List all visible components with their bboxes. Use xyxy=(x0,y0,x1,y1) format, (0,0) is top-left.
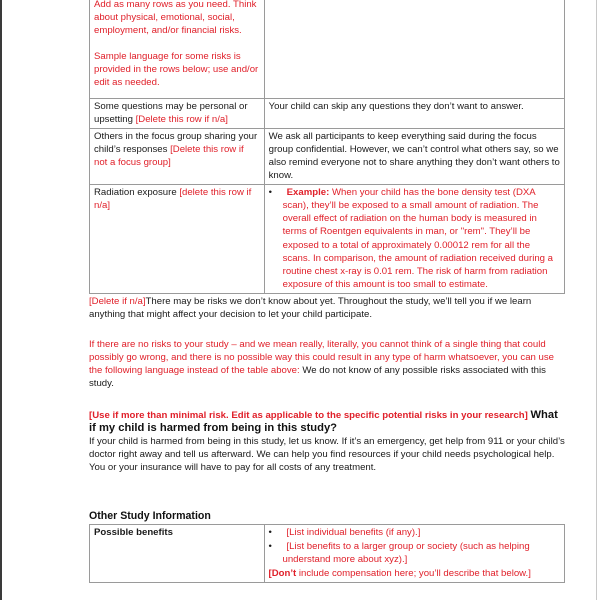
unknown-risks-text: There may be risks we don’t know about yet. Throughout the study, we’ll tell you if we learn anything that might affect your decision to let your child participate. xyxy=(89,296,532,321)
harm-note: [Use if more than minimal risk. Edit as applicable to the specific potential risks in your research] xyxy=(89,410,528,421)
list-item xyxy=(269,186,560,291)
footer-bold: [Don’t xyxy=(268,568,297,580)
other-info-table xyxy=(89,524,565,583)
risk-description xyxy=(264,185,564,294)
benefit-text: [List individual benefits (if any).] xyxy=(286,527,421,538)
risks-instruction-right-cell xyxy=(264,0,564,98)
no-risks-text: We do not know of any possible risks associated with this study. xyxy=(89,365,546,390)
table-row xyxy=(90,128,565,184)
harm-body: If your child is harmed from being in this study, let us know. If it’s an emergency, get help from 911 or your child’s doctor right away and tell us afterward. We can help you find resources if your child needs psychological help. You or your insurance will have to pay for all costs of any treatment. xyxy=(89,436,565,474)
instruction-text: Add as many rows as you need. Think about physical, emotional, social, employment, and/or financial risks. xyxy=(94,0,257,37)
instruction-text: Sample language for some risks is provided in the rows below; use and/or edit as needed. xyxy=(94,51,259,89)
risk-description: Your child can skip any questions they don’t want to answer. xyxy=(264,98,564,128)
footer-text: include compensation here; you’ll describe that below.] xyxy=(296,568,531,580)
benefits-cell xyxy=(264,525,564,583)
delete-note: [Delete this row if n/a] xyxy=(135,113,228,125)
page-left-edge xyxy=(0,0,2,600)
risk-label: Others in the focus group sharing your child’s responses xyxy=(94,130,258,155)
no-risks-instruction: If there are no risks to your study – and we mean really, literally, you cannot think of a single thing that could possibly go wrong, and there is no possible way this could result in any type of harm whatsoever, you can use the following language instead of the table above: xyxy=(89,339,555,377)
harm-section xyxy=(89,409,565,474)
table-row xyxy=(90,0,565,98)
table-row xyxy=(90,98,565,128)
risk-label: Some questions may be personal or upsetting xyxy=(94,100,248,125)
harm-heading: What if my child is harmed from being in this study? xyxy=(89,409,558,435)
benefits-label: Possible benefits xyxy=(90,525,265,583)
risk-cell xyxy=(90,98,265,128)
benefits-list xyxy=(269,526,560,566)
unknown-risks-paragraph xyxy=(89,295,565,321)
other-info-heading: Other Study Information xyxy=(89,510,211,522)
table-row xyxy=(90,525,565,583)
risks-table xyxy=(89,0,565,294)
risks-instruction-cell xyxy=(90,0,265,98)
benefits-footer xyxy=(269,567,560,580)
risk-label: Radiation exposure xyxy=(94,187,177,199)
benefit-text: [List benefits to a larger group or society (such as helping understand more about xyz).] xyxy=(282,541,530,566)
example-text: When your child has the bone density test (DXA scan), they’ll be exposed to a small amount of radiation. The overall effect of radiation on the human body is measured in terms of Roentgen equivalents in man, or "rem". They’ll be exposed to a total of approximately 0.00012 rem for all the scans. In comparison, the amount of radiation received during a routine chest x-ray is 0.01 rem. The risk of harm from radiation exposure of this amount is too small to estimate. xyxy=(282,187,554,290)
delete-note: [Delete if n/a] xyxy=(89,296,146,307)
no-risks-paragraph xyxy=(89,338,565,390)
table-row xyxy=(90,185,565,294)
risk-description: We ask all participants to keep everything said during the focus group confidential. However, we can’t control what others say, so we also remind everyone not to share anything they don’t want others to know. xyxy=(264,128,564,184)
delete-note: [Delete this row if not a focus group] xyxy=(94,143,244,168)
list-item xyxy=(269,540,560,566)
risk-cell xyxy=(90,128,265,184)
page-right-edge xyxy=(596,0,597,600)
example-label: Example: xyxy=(286,187,330,199)
risk-cell xyxy=(90,185,265,294)
delete-note: [delete this row if n/a] xyxy=(94,187,252,212)
list-item xyxy=(269,526,560,539)
example-list xyxy=(269,186,560,291)
